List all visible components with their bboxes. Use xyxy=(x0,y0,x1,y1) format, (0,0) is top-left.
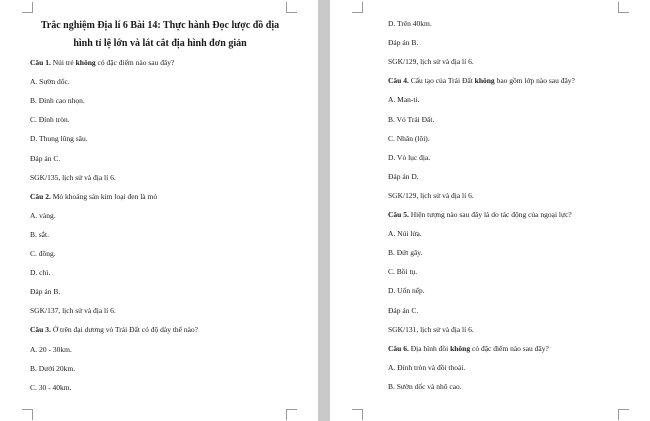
answer-key: Đáp án C. xyxy=(388,305,419,315)
page-corner-mark xyxy=(286,2,297,13)
answer-option: A. Đỉnh tròn và đồi thoải. xyxy=(388,362,466,372)
answer-option: B. sắt. xyxy=(30,229,49,239)
question-text: Núi trẻ xyxy=(50,58,76,67)
question-text: Địa hình đồi xyxy=(408,343,451,353)
question-label: Câu 6. xyxy=(388,343,409,353)
answer-option: C. Đỉnh tròn. xyxy=(30,115,70,125)
question-line xyxy=(30,192,157,202)
answer-option: B. Đỉnh cao nhọn. xyxy=(30,96,85,106)
answer-option: A. Sườn dốc. xyxy=(30,77,70,87)
page-corner-mark xyxy=(352,409,363,420)
reference-note: SGK/131, lịch sử và địa lí 6. xyxy=(388,324,474,334)
answer-option: A. 20 - 30km. xyxy=(30,344,72,354)
answer-option: D. Vỏ lục địa. xyxy=(388,152,431,162)
document-title-line-2: hình tỉ lệ lớn và lát cắt địa hình đơn giản xyxy=(73,38,247,49)
question-text: có đặc điểm nào sau đây? xyxy=(470,343,549,353)
answer-option: C. Nhân (lõi). xyxy=(388,133,430,143)
reference-note: SGK/137, lịch sử và địa lí 6. xyxy=(30,306,116,316)
answer-option: A. vàng. xyxy=(30,210,56,220)
answer-option: C. đồng. xyxy=(30,249,56,258)
question-line xyxy=(30,325,198,335)
question-line xyxy=(388,210,572,220)
answer-option: A. Núi lửa. xyxy=(388,229,422,239)
emphasis-word: không xyxy=(474,76,495,86)
answer-option: C. Bồi tụ. xyxy=(388,267,418,277)
question-line xyxy=(388,76,575,86)
document-page-left xyxy=(0,0,318,421)
answer-option: B. Đứt gãy. xyxy=(388,248,423,258)
question-label: Câu 1. xyxy=(30,58,51,67)
question-line xyxy=(388,344,549,354)
answer-option: B. Sườn dốc và nhô cao. xyxy=(388,381,462,391)
answer-option: C. 30 - 40km. xyxy=(30,382,72,392)
question-text: Hiện tượng nào sau đây là do tác động của ngoại lực? xyxy=(408,210,572,219)
answer-option: D. Trên 40km. xyxy=(388,19,432,28)
page-corner-mark xyxy=(22,2,33,13)
answer-option: B. Vỏ Trái Đất. xyxy=(388,114,435,124)
answer-option: D. Uốn nếp. xyxy=(388,286,425,296)
question-label: Câu 5. xyxy=(388,210,409,219)
document-title-line-1: Trắc nghiệm Địa lí 6 Bài 14: Thực hành Đọc lược đồ địa xyxy=(40,20,280,31)
question-text: Cấu tạo của Trái Đất xyxy=(408,76,475,86)
question-text: có đặc điểm nào sau đây? xyxy=(95,58,175,67)
question-text: Ở trên đại dương vỏ Trái Đất có độ dày thế nào? xyxy=(50,325,199,335)
question-label: Câu 4. xyxy=(388,76,409,86)
answer-key: Đáp án D. xyxy=(388,171,419,181)
page-corner-mark xyxy=(22,409,33,420)
answer-option: D. chì. xyxy=(30,268,51,278)
page-corner-mark xyxy=(286,409,297,420)
reference-note: SGK/129, lịch sử và địa lí 6. xyxy=(388,190,474,200)
answer-key: Đáp án B. xyxy=(388,38,419,48)
answer-option: D. Thung lũng sâu. xyxy=(30,134,88,144)
page-corner-mark xyxy=(618,2,629,13)
answer-key: Đáp án B. xyxy=(30,287,61,297)
answer-key: Đáp án C. xyxy=(30,153,61,163)
question-line xyxy=(30,58,174,68)
answer-option: B. Dưới 20km. xyxy=(30,363,76,373)
question-label: Câu 2. xyxy=(30,191,51,201)
emphasis-word: không xyxy=(450,343,471,353)
answer-option: A. Man-ti. xyxy=(388,95,420,105)
question-label: Câu 3. xyxy=(30,325,51,335)
emphasis-word: không xyxy=(75,58,96,67)
reference-note: SGK/129, lịch sử và địa lí 6. xyxy=(388,57,474,67)
reference-note: SGK/135, lịch sử và địa lí 6. xyxy=(30,172,116,182)
question-text: bao gồm lớp nào sau đây? xyxy=(494,76,575,86)
page-corner-mark xyxy=(618,409,629,420)
question-text: Mỏ khoáng sản kim loại đen là mỏ xyxy=(50,191,158,201)
document-page-right xyxy=(330,0,650,421)
page-corner-mark xyxy=(352,2,363,13)
